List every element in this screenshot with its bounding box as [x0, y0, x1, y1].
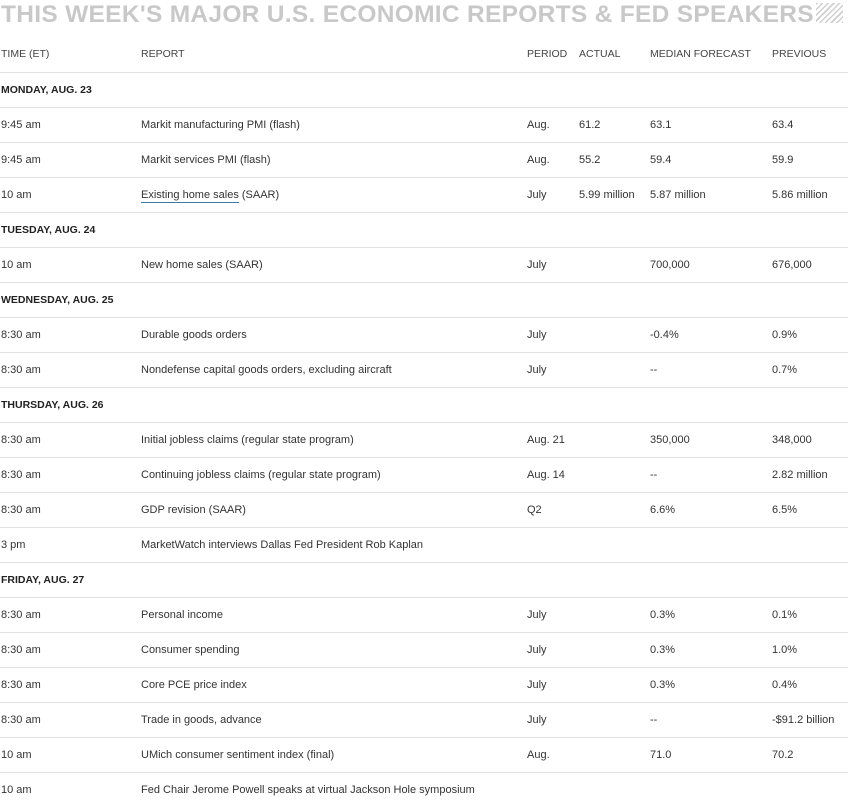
- cell-previous: 59.9: [771, 142, 848, 177]
- cell-median-forecast: 5.87 million: [649, 177, 771, 212]
- cell-median-forecast: [649, 772, 771, 807]
- cell-time: 8:30 am: [0, 632, 140, 667]
- cell-previous: 0.7%: [771, 352, 848, 387]
- page-title: THIS WEEK'S MAJOR U.S. ECONOMIC REPORTS & FED SPEAKERS: [1, 1, 814, 28]
- cell-report: Fed Chair Jerome Powell speaks at virtual Jackson Hole symposium: [140, 772, 526, 807]
- cell-time: 10 am: [0, 247, 140, 282]
- cell-time: 8:30 am: [0, 667, 140, 702]
- header-time: TIME (ET): [0, 37, 140, 72]
- table-row: [0, 317, 848, 352]
- table-row: [0, 667, 848, 702]
- cell-period: Aug.: [526, 107, 578, 142]
- table-row: [0, 527, 848, 562]
- cell-median-forecast: -0.4%: [649, 317, 771, 352]
- cell-previous: 2.82 million: [771, 457, 848, 492]
- cell-median-forecast: 0.3%: [649, 597, 771, 632]
- cell-previous: 70.2: [771, 737, 848, 772]
- cell-report: Consumer spending: [140, 632, 526, 667]
- cell-period: Aug.: [526, 142, 578, 177]
- cell-previous: [771, 772, 848, 807]
- day-label: WEDNESDAY, AUG. 25: [0, 282, 848, 317]
- day-header-row: [0, 72, 848, 107]
- cell-actual: [578, 772, 649, 807]
- cell-time: 8:30 am: [0, 317, 140, 352]
- day-header-row: [0, 387, 848, 422]
- cell-report: Markit manufacturing PMI (flash): [140, 107, 526, 142]
- cell-median-forecast: 350,000: [649, 422, 771, 457]
- cell-time: 9:45 am: [0, 142, 140, 177]
- page-header: [0, 0, 850, 30]
- cell-time: 10 am: [0, 177, 140, 212]
- cell-report: Trade in goods, advance: [140, 702, 526, 737]
- cell-time: 8:30 am: [0, 702, 140, 737]
- table-header-row: [0, 37, 848, 72]
- cell-period: July: [526, 352, 578, 387]
- cell-median-forecast: --: [649, 352, 771, 387]
- table-row: [0, 632, 848, 667]
- cell-period: July: [526, 667, 578, 702]
- cell-period: Aug. 14: [526, 457, 578, 492]
- cell-median-forecast: 59.4: [649, 142, 771, 177]
- cell-previous: 6.5%: [771, 492, 848, 527]
- cell-period: July: [526, 177, 578, 212]
- cell-period: Aug. 21: [526, 422, 578, 457]
- day-header-row: [0, 212, 848, 247]
- cell-report: New home sales (SAAR): [140, 247, 526, 282]
- cell-median-forecast: --: [649, 457, 771, 492]
- cell-period: July: [526, 317, 578, 352]
- table-row: [0, 772, 848, 807]
- cell-median-forecast: 700,000: [649, 247, 771, 282]
- economic-calendar-table: [0, 37, 848, 807]
- cell-time: 3 pm: [0, 527, 140, 562]
- header-median-forecast: MEDIAN FORECAST: [649, 37, 771, 72]
- cell-actual: [578, 597, 649, 632]
- table-row: [0, 177, 848, 212]
- cell-median-forecast: 6.6%: [649, 492, 771, 527]
- cell-period: July: [526, 632, 578, 667]
- cell-period: [526, 527, 578, 562]
- cell-actual: [578, 632, 649, 667]
- cell-median-forecast: 63.1: [649, 107, 771, 142]
- report-link[interactable]: Existing home sales: [141, 188, 239, 201]
- cell-period: Q2: [526, 492, 578, 527]
- cell-report: Core PCE price index: [140, 667, 526, 702]
- cell-time: 8:30 am: [0, 492, 140, 527]
- cell-time: 8:30 am: [0, 352, 140, 387]
- cell-time: 10 am: [0, 737, 140, 772]
- cell-report: Initial jobless claims (regular state program): [140, 422, 526, 457]
- cell-period: July: [526, 597, 578, 632]
- table-row: [0, 142, 848, 177]
- cell-actual: [578, 317, 649, 352]
- cell-actual: [578, 247, 649, 282]
- day-header-row: [0, 282, 848, 317]
- table-row: [0, 702, 848, 737]
- cell-report: [140, 177, 526, 212]
- cell-previous: 676,000: [771, 247, 848, 282]
- cell-actual: [578, 492, 649, 527]
- header-period: PERIOD: [526, 37, 578, 72]
- header-report: REPORT: [140, 37, 526, 72]
- table-row: [0, 352, 848, 387]
- cell-actual: [578, 457, 649, 492]
- cell-previous: 348,000: [771, 422, 848, 457]
- cell-report: Markit services PMI (flash): [140, 142, 526, 177]
- table-row: [0, 247, 848, 282]
- table-row: [0, 107, 848, 142]
- cell-median-forecast: --: [649, 702, 771, 737]
- cell-previous: 5.86 million: [771, 177, 848, 212]
- cell-actual: [578, 352, 649, 387]
- cell-actual: 61.2: [578, 107, 649, 142]
- cell-report: Durable goods orders: [140, 317, 526, 352]
- cell-actual: [578, 422, 649, 457]
- cell-previous: 0.4%: [771, 667, 848, 702]
- cell-period: July: [526, 247, 578, 282]
- cell-median-forecast: [649, 527, 771, 562]
- cell-previous: -$91.2 billion: [771, 702, 848, 737]
- day-header-row: [0, 562, 848, 597]
- cell-time: 8:30 am: [0, 457, 140, 492]
- day-label: THURSDAY, AUG. 26: [0, 387, 848, 422]
- cell-period: [526, 772, 578, 807]
- cell-previous: 1.0%: [771, 632, 848, 667]
- cell-report: Nondefense capital goods orders, excluding aircraft: [140, 352, 526, 387]
- cell-previous: 0.1%: [771, 597, 848, 632]
- cell-median-forecast: 0.3%: [649, 667, 771, 702]
- table-row: [0, 457, 848, 492]
- header-previous: PREVIOUS: [771, 37, 848, 72]
- cell-time: 8:30 am: [0, 422, 140, 457]
- day-label: MONDAY, AUG. 23: [0, 72, 848, 107]
- cell-report: MarketWatch interviews Dallas Fed President Rob Kaplan: [140, 527, 526, 562]
- cell-previous: 0.9%: [771, 317, 848, 352]
- cell-actual: 5.99 million: [578, 177, 649, 212]
- table-row: [0, 492, 848, 527]
- cell-time: 10 am: [0, 772, 140, 807]
- cell-previous: 63.4: [771, 107, 848, 142]
- table-row: [0, 597, 848, 632]
- cell-time: 9:45 am: [0, 107, 140, 142]
- header-actual: ACTUAL: [578, 37, 649, 72]
- cell-report: Personal income: [140, 597, 526, 632]
- day-label: FRIDAY, AUG. 27: [0, 562, 848, 597]
- report-suffix: (SAAR): [238, 188, 280, 201]
- cell-actual: [578, 527, 649, 562]
- cell-time: 8:30 am: [0, 597, 140, 632]
- cell-actual: 55.2: [578, 142, 649, 177]
- cell-actual: [578, 702, 649, 737]
- cell-actual: [578, 737, 649, 772]
- cell-period: July: [526, 702, 578, 737]
- table-row: [0, 422, 848, 457]
- cell-actual: [578, 667, 649, 702]
- cell-report: GDP revision (SAAR): [140, 492, 526, 527]
- hatch-decoration-icon: [816, 3, 843, 23]
- cell-report: UMich consumer sentiment index (final): [140, 737, 526, 772]
- cell-period: Aug.: [526, 737, 578, 772]
- cell-median-forecast: 71.0: [649, 737, 771, 772]
- cell-previous: [771, 527, 848, 562]
- cell-median-forecast: 0.3%: [649, 632, 771, 667]
- day-label: TUESDAY, AUG. 24: [0, 212, 848, 247]
- cell-report: Continuing jobless claims (regular state program): [140, 457, 526, 492]
- table-row: [0, 737, 848, 772]
